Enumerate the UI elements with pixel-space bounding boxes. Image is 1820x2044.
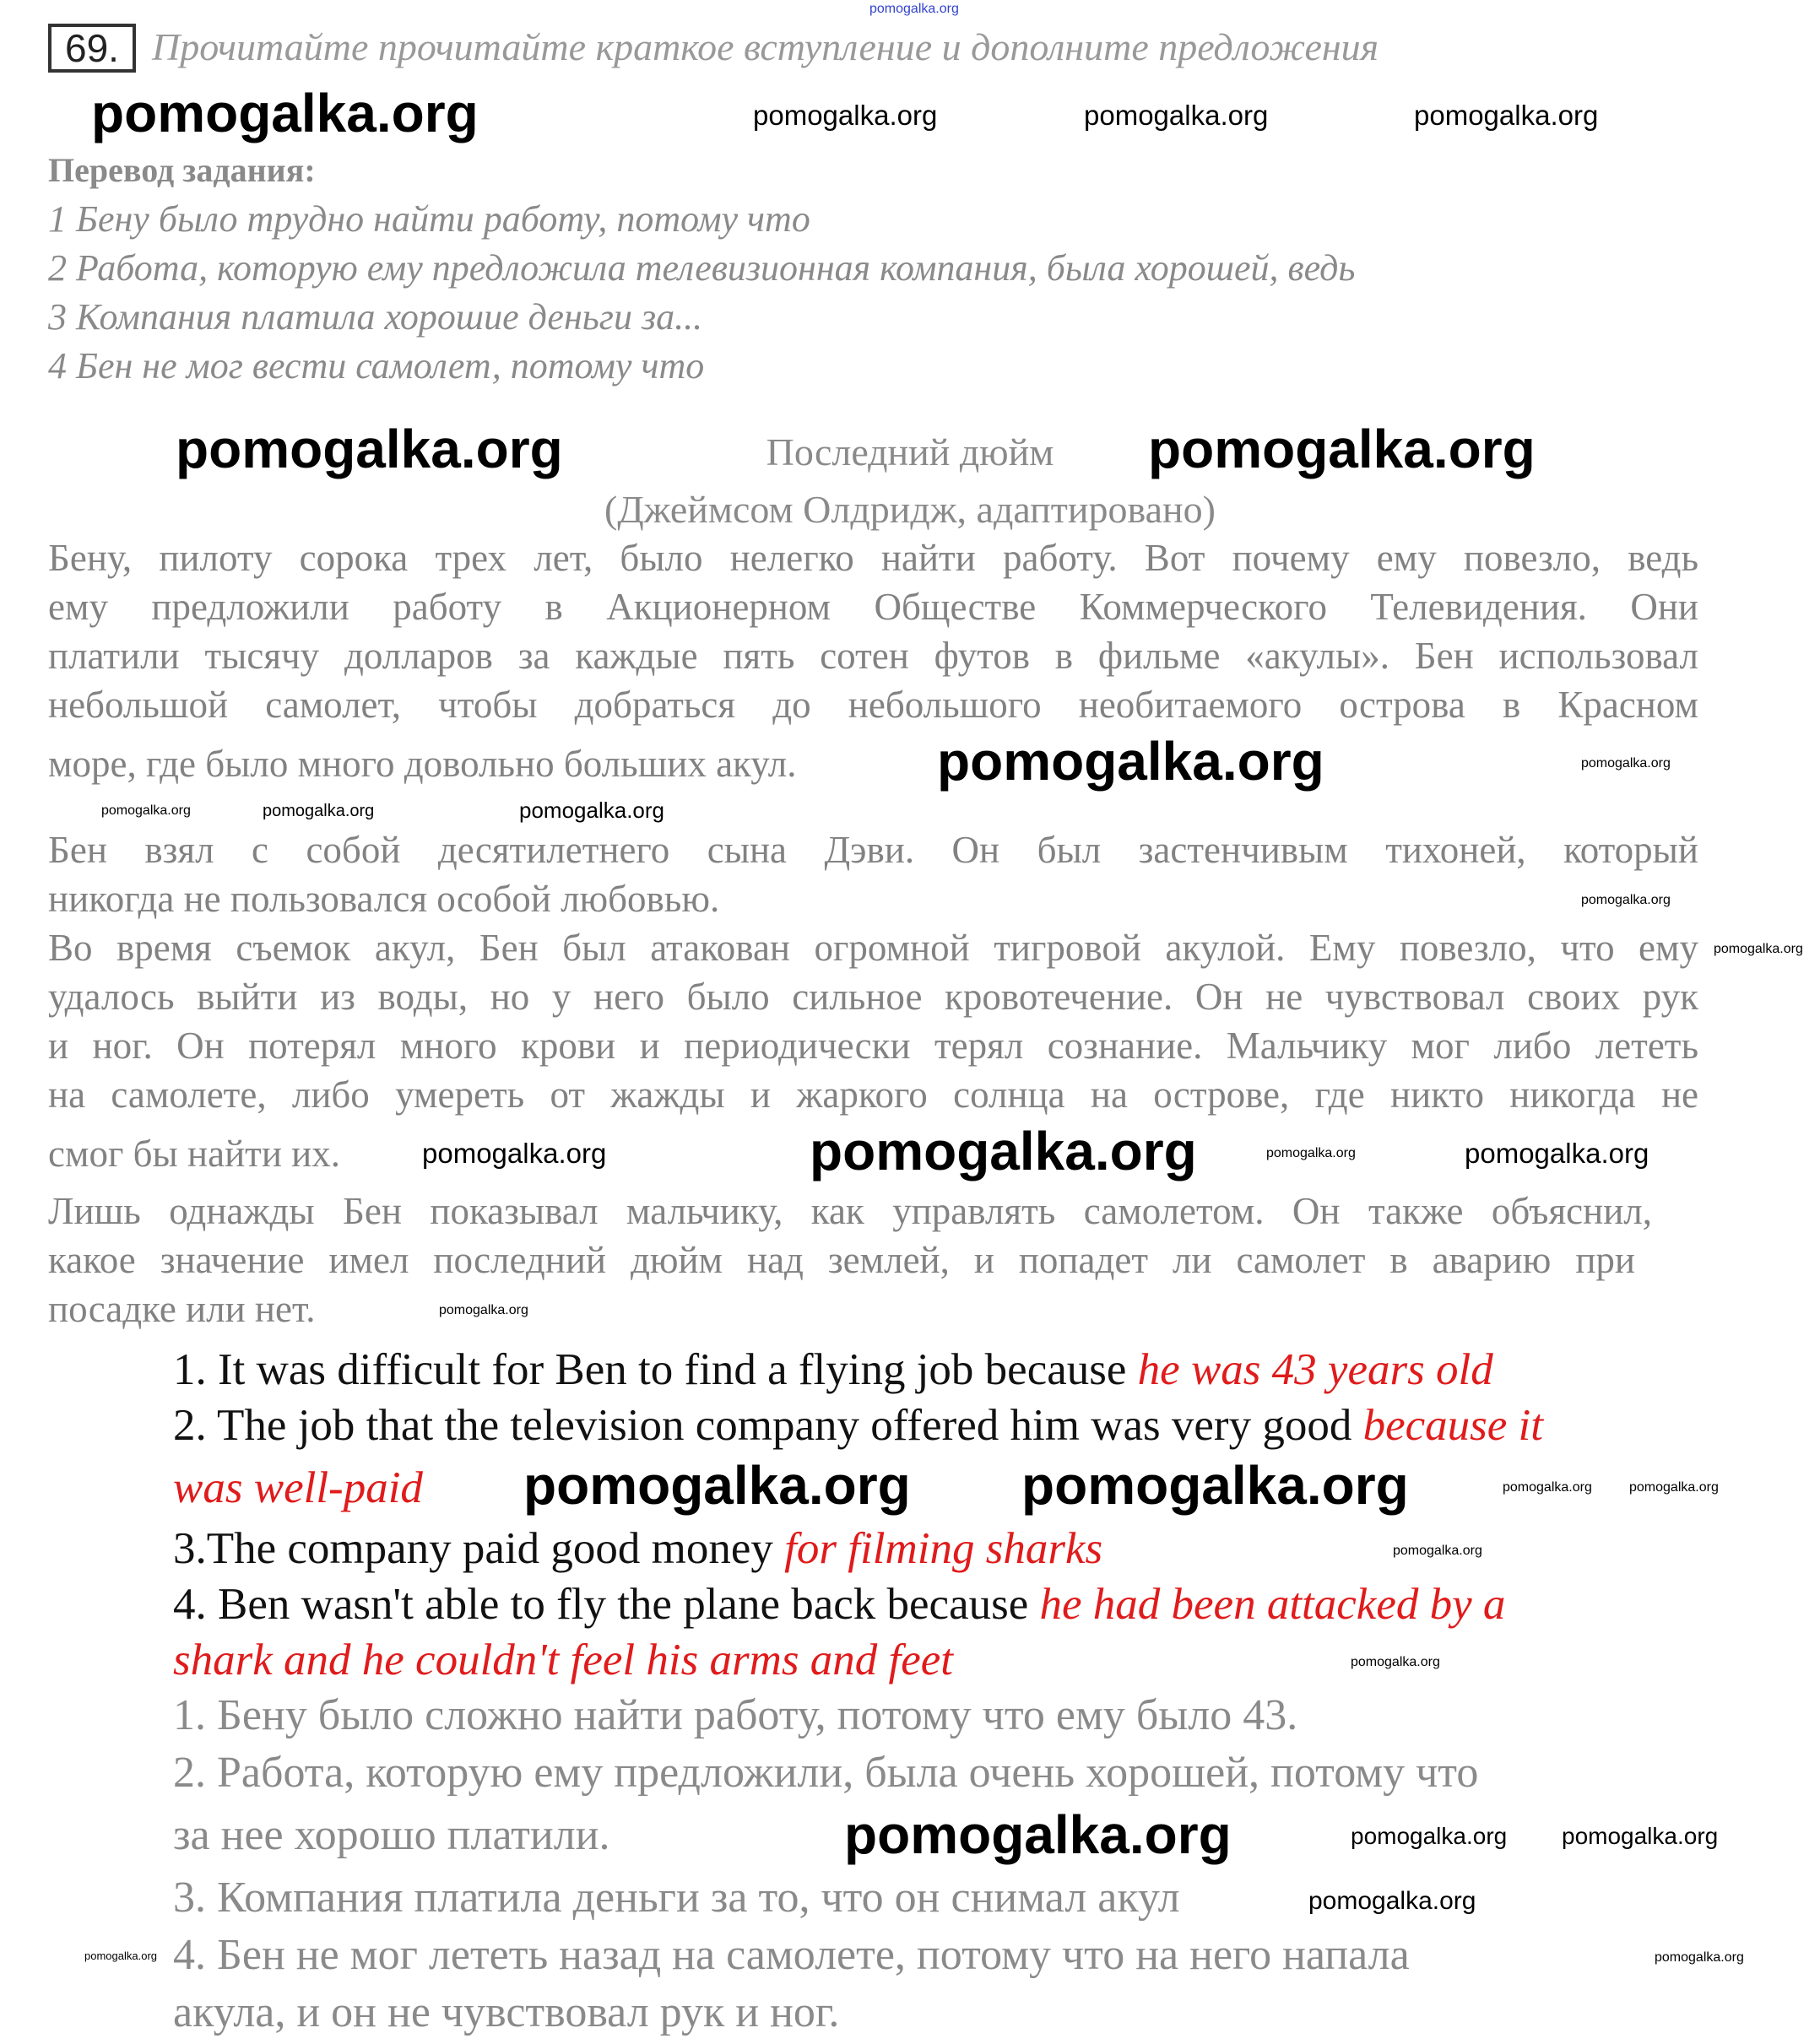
watermark: pomogalka.org bbox=[1084, 100, 1269, 131]
watermark: pomogalka.org bbox=[519, 798, 664, 823]
watermark: pomogalka.org bbox=[1266, 1146, 1356, 1160]
answer-ru: 4. Бен не мог лететь назад на самолете, потому что на него напала bbox=[173, 1931, 1410, 1979]
translation-line: 2 Работа, которую ему предложила телевизионная компания, была хорошей, ведь bbox=[48, 247, 1356, 289]
watermark: pomogalka.org bbox=[1414, 100, 1599, 131]
story-author: (Джеймсом Олдридж, адаптировано) bbox=[604, 488, 1216, 531]
story-line: ему предложили работу в Акционерном Обществе Коммерческого Телевидения. Они bbox=[48, 586, 1698, 628]
watermark: pomogalka.org bbox=[844, 1804, 1232, 1865]
story-line: посадке или нет. bbox=[48, 1288, 316, 1330]
watermark: pomogalka.org bbox=[1351, 1823, 1508, 1849]
prompt: 2. The job that the television company offered him was very good bbox=[173, 1401, 1363, 1450]
story-line: Во время съемок акул, Бен был атакован огромной тигровой акулой. Ему повезло, что ему bbox=[48, 927, 1698, 969]
watermark: pomogalka.org bbox=[1629, 1480, 1719, 1495]
watermark: pomogalka.org bbox=[810, 1121, 1197, 1182]
watermark: pomogalka.org bbox=[1465, 1138, 1649, 1169]
watermark: pomogalka.org bbox=[1655, 1950, 1744, 1965]
task-number: 69. bbox=[48, 24, 136, 73]
watermark: pomogalka.org bbox=[84, 1949, 157, 1962]
story-line: море, где было много довольно больших акул. bbox=[48, 743, 797, 785]
answer-ru: за нее хорошо платили. bbox=[173, 1811, 610, 1859]
answer: he had been attacked by a bbox=[1039, 1580, 1506, 1629]
prompt: 4. Ben wasn't able to fly the plane back because bbox=[173, 1580, 1040, 1629]
answer: was well-paid bbox=[173, 1463, 423, 1512]
translation-heading: Перевод задания: bbox=[48, 151, 316, 189]
watermark: pomogalka.org bbox=[101, 803, 191, 818]
prompt: 3.The company paid good money bbox=[173, 1524, 785, 1573]
watermark: pomogalka.org bbox=[523, 1455, 911, 1516]
story-line: Бену, пилоту сорока трех лет, было нелегко найти работу. Вот почему ему повезло, ведь bbox=[48, 537, 1698, 579]
watermark: pomogalka.org bbox=[1562, 1823, 1719, 1849]
story-line: платили тысячу долларов за каждые пять сотен футов в фильме «акулы». Бен использовал bbox=[48, 635, 1698, 677]
story-title: Последний дюйм bbox=[766, 430, 1054, 473]
watermark: pomogalka.org bbox=[176, 419, 563, 479]
story-line: какое значение имел последний дюйм над землей, и попадет ли самолет в аварию при bbox=[48, 1239, 1635, 1281]
watermark: pomogalka.org bbox=[1714, 942, 1803, 956]
watermark: pomogalka.org bbox=[937, 731, 1324, 792]
watermark: pomogalka.org bbox=[1581, 893, 1671, 907]
answer: for filming sharks bbox=[784, 1524, 1103, 1573]
answer: because it bbox=[1362, 1401, 1543, 1450]
story-line: смог бы найти их. bbox=[48, 1133, 341, 1175]
watermark: pomogalka.org bbox=[1393, 1544, 1482, 1558]
watermark: pomogalka.org bbox=[91, 83, 479, 143]
answer-ru: 2. Работа, которую ему предложили, была очень хорошей, потому что bbox=[173, 1749, 1479, 1797]
story-line: небольшой самолет, чтобы добраться до небольшого необитаемого острова в Красном bbox=[48, 684, 1698, 726]
answer-ru: акула, и он не чувствовал рук и ног. bbox=[173, 1988, 840, 2036]
answer-en-4-cont bbox=[173, 1634, 953, 1688]
answer-en-2-cont bbox=[173, 1462, 423, 1516]
answer-en-3 bbox=[173, 1522, 1102, 1576]
translation-line: 4 Бен не мог вести самолет, потому что bbox=[48, 345, 705, 387]
watermark: pomogalka.org bbox=[263, 802, 375, 820]
answer-ru: 1. Бену было сложно найти работу, потому что ему было 43. bbox=[173, 1691, 1298, 1739]
story-line: никогда не пользовался особой любовью. bbox=[48, 878, 720, 920]
answer-en-1 bbox=[173, 1344, 1493, 1398]
story-line: и ног. Он потерял много крови и периодически терял сознание. Мальчику мог либо лететь bbox=[48, 1025, 1698, 1067]
watermark: pomogalka.org bbox=[1581, 756, 1671, 771]
watermark: pomogalka.org bbox=[753, 100, 938, 131]
translation-line: 1 Бену было трудно найти работу, потому что bbox=[48, 198, 810, 240]
watermark: pomogalka.org bbox=[422, 1138, 607, 1169]
translation-line: 3 Компания платила хорошие деньги за... bbox=[48, 296, 703, 338]
story-line: удалось выйти из воды, но у него было сильное кровотечение. Он не чувствовал своих рук bbox=[48, 976, 1698, 1018]
watermark: pomogalka.org bbox=[439, 1303, 528, 1317]
watermark: pomogalka.org bbox=[1351, 1655, 1440, 1669]
story-line: Бен взял с собой десятилетнего сына Дэви. Он был застенчивым тихоней, который bbox=[48, 829, 1698, 871]
task-title: Прочитайте прочитайте краткое вступление и дополните предложения bbox=[152, 25, 1379, 68]
watermark: pomogalka.org bbox=[1308, 1887, 1476, 1915]
answer: he was 43 years old bbox=[1137, 1345, 1493, 1394]
answer-en-4 bbox=[173, 1578, 1505, 1632]
answer: shark and he couldn't feel his arms and feet bbox=[173, 1636, 953, 1684]
watermark: pomogalka.org bbox=[1148, 419, 1536, 479]
prompt: 1. It was difficult for Ben to find a flying job because bbox=[173, 1345, 1138, 1394]
watermark: pomogalka.org bbox=[869, 2, 959, 16]
watermark: pomogalka.org bbox=[1021, 1455, 1409, 1516]
watermark: pomogalka.org bbox=[1503, 1480, 1592, 1495]
story-line: Лишь однажды Бен показывал мальчику, как управлять самолетом. Он также объяснил, bbox=[48, 1190, 1652, 1232]
answer-en-2 bbox=[173, 1399, 1543, 1453]
story-line: на самолете, либо умереть от жажды и жаркого солнца на острове, где никто никогда не bbox=[48, 1073, 1698, 1116]
answer-ru: 3. Компания платила деньги за то, что он снимал акул bbox=[173, 1874, 1180, 1922]
